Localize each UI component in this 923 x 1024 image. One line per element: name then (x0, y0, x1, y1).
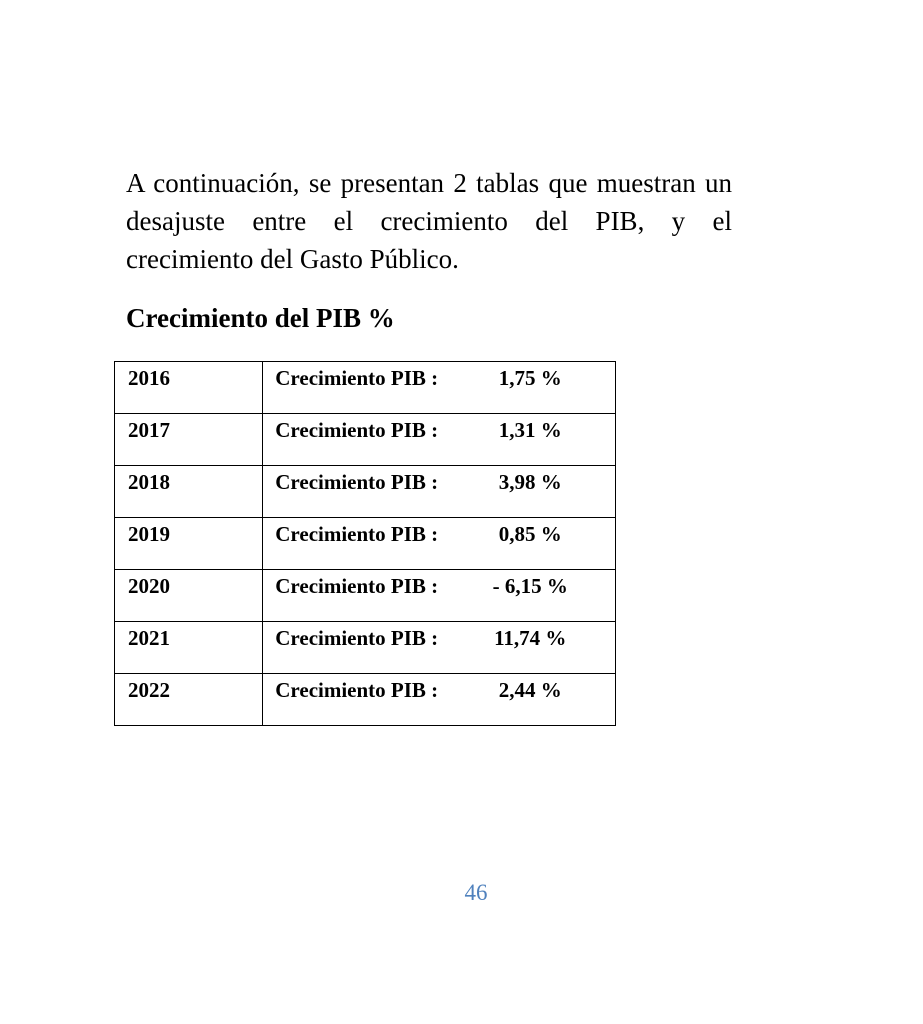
intro-paragraph (126, 164, 732, 278)
section-title: Crecimiento del PIB % (126, 303, 395, 333)
metric-value: 1,31 % (498, 418, 562, 442)
metric-label: Crecimiento PIB : (275, 366, 439, 390)
metric-value: 1,75 % (498, 366, 562, 390)
table-row (115, 414, 616, 466)
table-row (115, 362, 616, 414)
year-cell: 2018 (115, 466, 263, 518)
metric-value: 0,85 % (498, 522, 562, 546)
page-number: 46 (464, 880, 488, 905)
metric-cell (263, 414, 616, 466)
metric-label: Crecimiento PIB : (275, 418, 439, 442)
metric-label: Crecimiento PIB : (275, 470, 439, 494)
metric-cell (263, 570, 616, 622)
year-cell: 2021 (115, 622, 263, 674)
metric-value: 2,44 % (498, 678, 562, 702)
table-row (115, 570, 616, 622)
metric-value: - 6,15 % (492, 574, 568, 598)
metric-label: Crecimiento PIB : (275, 522, 439, 546)
year-cell: 2016 (115, 362, 263, 414)
metric-cell (263, 518, 616, 570)
metric-label: Crecimiento PIB : (275, 626, 439, 650)
intro-line-1: A continuación, se presentan 2 tablas que muestran un (126, 168, 732, 198)
table-row (115, 466, 616, 518)
metric-label: Crecimiento PIB : (275, 678, 439, 702)
pib-growth-table (114, 361, 616, 726)
table-row (115, 622, 616, 674)
table-row (115, 674, 616, 726)
metric-value: 11,74 % (494, 626, 567, 650)
metric-cell (263, 674, 616, 726)
metric-label: Crecimiento PIB : (275, 574, 439, 598)
metric-cell (263, 362, 616, 414)
year-cell: 2017 (115, 414, 263, 466)
year-cell: 2020 (115, 570, 263, 622)
intro-line-2: desajuste entre el crecimiento del PIB, y el (126, 206, 732, 236)
year-cell: 2022 (115, 674, 263, 726)
year-cell: 2019 (115, 518, 263, 570)
table-row (115, 518, 616, 570)
intro-line-3: crecimiento del Gasto Público. (126, 244, 459, 274)
metric-cell (263, 466, 616, 518)
metric-value: 3,98 % (498, 470, 562, 494)
metric-cell (263, 622, 616, 674)
